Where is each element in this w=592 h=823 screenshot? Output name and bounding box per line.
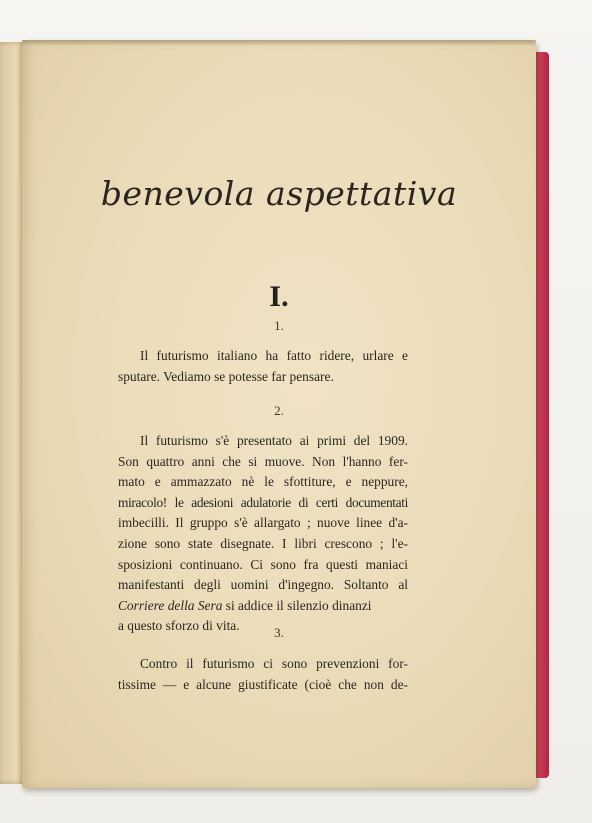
text-line: sputare. Vediamo se potesse far pensare. <box>118 368 334 384</box>
text-line <box>118 596 408 617</box>
text-line: Il futurismo italiano ha fatto ridere, urlare e <box>140 348 408 363</box>
book-page <box>22 40 536 788</box>
section-number-3: 3. <box>274 625 284 640</box>
section-number-1: 1. <box>274 318 284 333</box>
text-line: manifestanti degli uomini d'ingegno. Soltanto al <box>118 577 408 593</box>
text-line: a questo sforzo di vita. <box>118 618 240 634</box>
text-line: Il futurismo s'è presentato ai primi del 1909. <box>140 433 408 448</box>
section-2-text <box>118 431 408 637</box>
text-line: miracolo! le adesioni adulatorie di certi documentati <box>118 494 408 510</box>
chapter-number: I. <box>269 280 289 313</box>
text-line: zione sono state disegnate. I libri crescono ; l'e- <box>118 535 408 551</box>
page-title: benevola aspettativa <box>100 174 458 213</box>
text-line: Son quattro anni che si muove. Non l'hanno fer- <box>118 453 408 469</box>
text-line: mato e ammazzato nè le sfottiture, e neppure, <box>118 474 408 490</box>
text-line: imbecilli. Il gruppo s'è allargato ; nuove linee d'a- <box>118 515 408 531</box>
section-number-2: 2. <box>274 403 284 418</box>
section-1-text <box>118 346 408 387</box>
text-line: Contro il futurismo ci sono prevenzioni for- <box>140 656 408 671</box>
text-line: tissime — e alcune giustificate (cioè che non de- <box>118 676 408 692</box>
text-fragment: si addice il silenzio dinanzi <box>225 597 372 613</box>
newspaper-name: Corriere della Sera <box>118 597 223 613</box>
section-3-text <box>118 654 408 695</box>
text-line: sposizioni continuano. Ci sono fra questi maniaci <box>118 556 408 572</box>
